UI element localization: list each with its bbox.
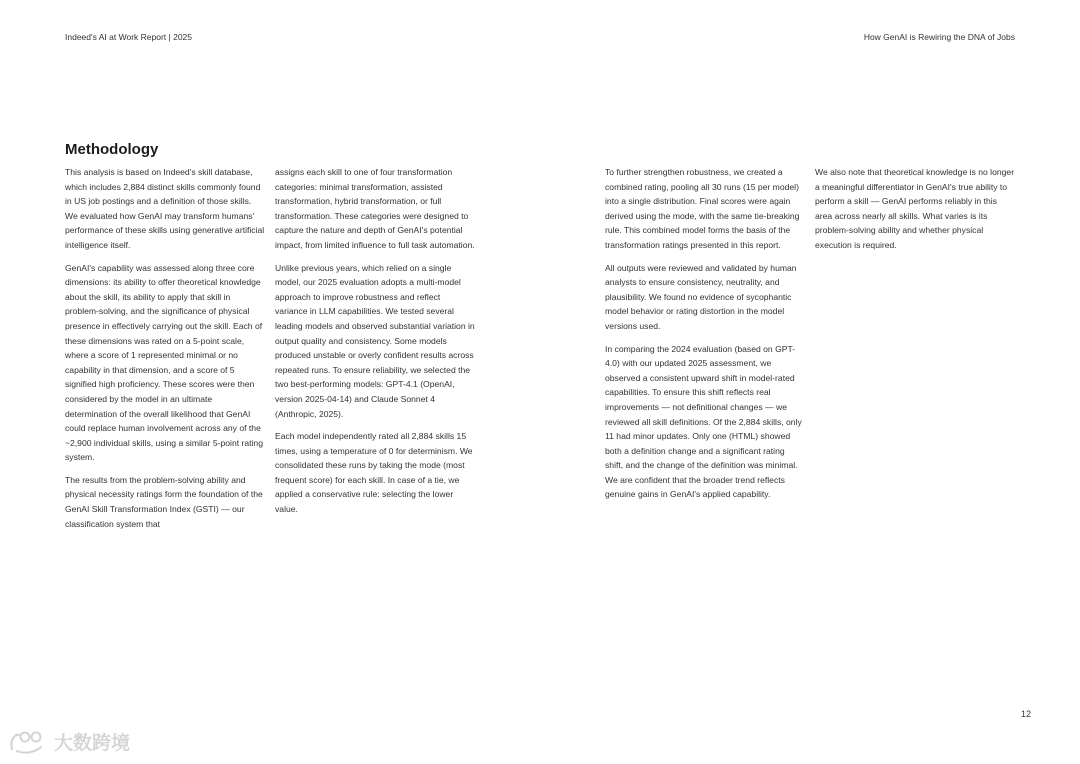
paragraph: All outputs were reviewed and validated by human analysts to ensure consistency, neutrality, and plausibility. We found no evidence of sycophantic model behavior or rating distortion in the model versions used.	[605, 262, 797, 331]
page-number: 12	[1020, 709, 1031, 719]
paragraph: GenAI's capability was assessed along three core dimensions: its ability to offer theoretical knowledge about the skill, its ability to apply that skill in problem-solving, and the significance of physical presence in effectively carrying out the skill. Each of these dimensions was rated on a 5-point scale, where a score of 1 represented minimal or no capability in that dimension, and a score of 5 signified high proficiency. These scores were then considered by the model in an ultimate determination of the overall likelihood that GenAI could replace human involvement across any of the ~2,900 individual skills, using a similar 5-point rating system.	[65, 262, 263, 463]
text-column-3	[605, 165, 805, 510]
paragraph: Unlike previous years, which relied on a single model, our 2025 evaluation adopts a multi-model approach to improve robustness and reflect variance in LLM capabilities. We tested several leading models and observed substantial variation in output quality and consistency. Some models produced unstable or overly confident results across repeated runs. To ensure reliability, we selected the two best-performing models: GPT-4.1 (OpenAI, version 2025-04-14) and Claude Sonnet 4 (Anthropic, 2025).	[275, 262, 475, 419]
watermark-text: 大数跨境	[54, 733, 131, 754]
paragraph: This analysis is based on Indeed's skill database, which includes 2,884 distinct skills commonly found in US job postings and a definition of those skills. We evaluated how GenAI may transform humans' performance of these skills using generative artificial intelligence itself.	[65, 167, 265, 250]
page-title: Methodology	[65, 141, 159, 158]
paragraph: To further strengthen robustness, we created a combined rating, pooling all 30 runs (15 per model) into a single distribution. Final scores were again derived using the mode, with the same tie-breaking rule. This combined model forms the basis of the transformation ratings presented in this report.	[605, 167, 800, 250]
text-column-4	[815, 165, 1015, 261]
paragraph: assigns each skill to one of four transformation categories: minimal transformation, assisted transformation, hybrid transformation, or full transformation. These categories were designed to capture the nature and depth of GenAI's potential impact, from limited influence to full task automation.	[275, 167, 475, 250]
header-report-title: Indeed's AI at Work Report | 2025	[65, 32, 192, 42]
paragraph: We also note that theoretical knowledge is no longer a meaningful differentiator in GenAI's true ability to perform a skill — GenAI performs reliably in this area across nearly all skills. What varies is its problem-solving ability and whether physical execution is required.	[815, 167, 1015, 250]
text-column-2	[275, 165, 475, 525]
header-section-title: How GenAI is Rewiring the DNA of Jobs	[863, 32, 1015, 42]
paragraph: In comparing the 2024 evaluation (based on GPT-4.0) with our updated 2025 assessment, we observed a consistent upward shift in model-rated capabilities. To ensure this shift reflects real improvements — not definitional changes — we reviewed all skill definitions. Of the 2,884 skills, only 11 had minor updates. Only one (HTML) showed both a definition change and a significant rating shift, and the change of the definition was minimal. We are confident that the broader trend reflects genuine gains in GenAI's applied capability.	[605, 343, 802, 500]
paragraph: Each model independently rated all 2,884 skills 15 times, using a temperature of 0 for determinism. We consolidated these runs by taking the mode (most frequent score) for each skill. In case of a tie, we applied a conservative rule: selecting the lower value.	[275, 431, 473, 515]
watermark-logo-icon	[8, 729, 50, 755]
text-column-1	[65, 165, 265, 539]
paragraph: The results from the problem-solving ability and physical necessity ratings form the foundation of the GenAI Skill Transformation Index (GSTI) — our classification system that	[65, 474, 263, 529]
watermark	[8, 728, 130, 755]
